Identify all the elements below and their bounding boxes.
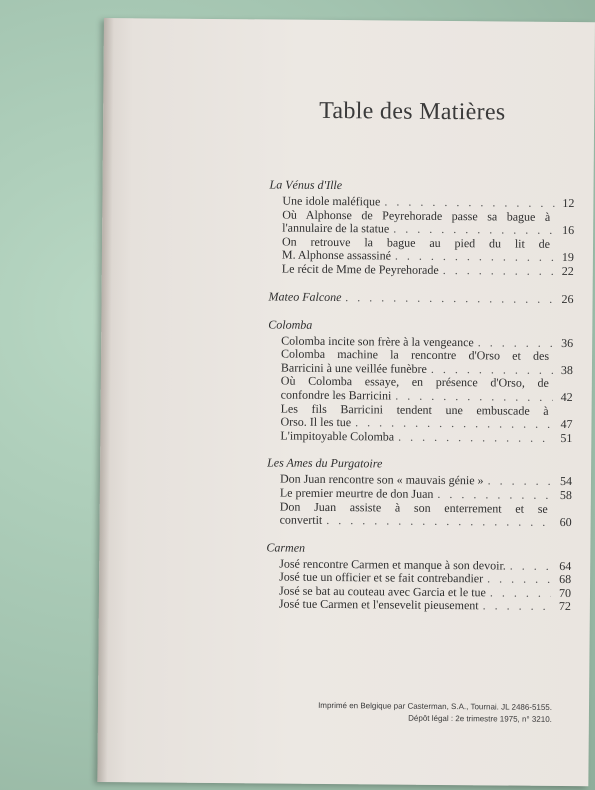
- page-number: 47: [560, 417, 573, 432]
- toc-entry: [282, 235, 574, 265]
- entry-text: L'impitoyable Colomba: [280, 428, 395, 444]
- entry-text: confondre les Barricini: [280, 387, 392, 403]
- entry-text: On retrouve la bague au pied du lit de: [281, 234, 551, 251]
- dot-leader: [484, 475, 552, 489]
- entry-line: [280, 514, 572, 530]
- page-number: 68: [559, 572, 572, 587]
- dot-leader: [486, 586, 551, 600]
- entry-text: M. Alphonse assassiné: [281, 247, 391, 263]
- dot-leader: [322, 514, 551, 530]
- page-title: Table des Matières: [319, 97, 506, 126]
- page-number: 36: [561, 335, 574, 350]
- dot-leader: [506, 559, 552, 573]
- page-number: 72: [558, 599, 571, 614]
- page-number: 58: [559, 487, 572, 503]
- page-number: 51: [560, 430, 573, 445]
- dot-leader: [479, 600, 551, 614]
- table-of-contents: [266, 177, 575, 627]
- toc-entry: [280, 402, 572, 432]
- page-number: 12: [562, 196, 575, 211]
- toc-entry: [280, 429, 572, 445]
- section-title: Colomba: [268, 317, 313, 332]
- section-title: Mateo Falcone: [268, 289, 342, 304]
- dot-leader: [341, 290, 553, 307]
- dot-leader: [483, 573, 551, 587]
- entry-text: Le premier meurtre de don Juan: [279, 485, 434, 501]
- entry-text: Colomba machine la rencontre d'Orso et des: [281, 346, 550, 364]
- imprint: [282, 700, 552, 726]
- entry-text: Colomba incite son frère à la vengeance: [281, 333, 474, 349]
- section-heading: [268, 317, 573, 335]
- page-number: 54: [559, 474, 573, 489]
- entry-text: José tue un officier et se fait contrebandier: [279, 569, 484, 586]
- section-heading: [269, 289, 574, 307]
- toc-entry: [281, 375, 573, 405]
- entry-line: [282, 263, 574, 279]
- page-number: 42: [560, 389, 573, 405]
- toc-entry: [280, 500, 572, 530]
- toc-entry: [282, 263, 574, 279]
- book-page: [97, 18, 595, 786]
- page-number: 38: [560, 362, 574, 377]
- toc-section: [269, 177, 575, 278]
- page-number: 60: [559, 515, 572, 530]
- entry-text: Barricini à une veillée funèbre: [280, 360, 427, 376]
- page-number: 70: [558, 585, 572, 600]
- page-number: 22: [561, 263, 574, 279]
- page-number: 16: [562, 223, 575, 238]
- section-heading: [269, 177, 574, 195]
- toc-section: [269, 289, 574, 307]
- entry-text: Les fils Barricini tendent une embuscade à: [280, 401, 549, 418]
- page-number: 64: [559, 558, 572, 573]
- entry-text: convertit: [279, 512, 323, 528]
- entry-text: José se bat au couteau avec Garcia et le tue: [278, 583, 486, 600]
- toc-section: [267, 317, 573, 445]
- entry-text: José rencontre Carmen et manque à son devoir.: [279, 556, 506, 573]
- imprint-legal-deposit-line: Dépôt légal : 2e trimestre 1975, n° 3210.: [408, 713, 552, 724]
- toc-section: [266, 540, 572, 614]
- entry-text: Orso. Il les tue: [280, 414, 352, 430]
- section-title: La Vénus d'Ille: [269, 177, 343, 193]
- section-title: Les Ames du Purgatoire: [267, 455, 383, 471]
- entry-text: José tue Carmen et l'ensevelit pieusement: [278, 597, 479, 613]
- entry-text: l'annulaire de la statue: [282, 220, 390, 236]
- toc-section: [267, 456, 573, 530]
- dot-leader: [394, 430, 552, 445]
- entry-text: Don Juan rencontre son « mauvais génie »: [279, 471, 484, 488]
- toc-entry: [281, 348, 573, 378]
- entry-text: Où Colomba essaye, en présence d'Orso, de: [280, 373, 549, 391]
- entry-line: [280, 429, 572, 445]
- imprint-printer-line: Imprimé en Belgique par Casterman, S.A., Tournai. JL 2486-5155.: [318, 700, 553, 712]
- dot-leader: [439, 264, 554, 279]
- entry-text: Le récit de Mme de Peyrehorade: [281, 261, 439, 277]
- entry-text: Don Juan assiste à son enterrement et se: [279, 499, 548, 516]
- page-number: 19: [561, 250, 574, 265]
- entry-text: Où Alphonse de Peyrehorade passe sa bague à: [282, 207, 551, 224]
- entry-text: Une idole maléfique: [282, 193, 381, 209]
- section-heading: [266, 540, 571, 558]
- toc-entry: [279, 598, 571, 614]
- section-title: Carmen: [266, 540, 306, 555]
- entry-line: [279, 598, 571, 614]
- page-number: 26: [561, 291, 574, 306]
- toc-entry: [282, 208, 574, 238]
- section-heading: [267, 456, 572, 474]
